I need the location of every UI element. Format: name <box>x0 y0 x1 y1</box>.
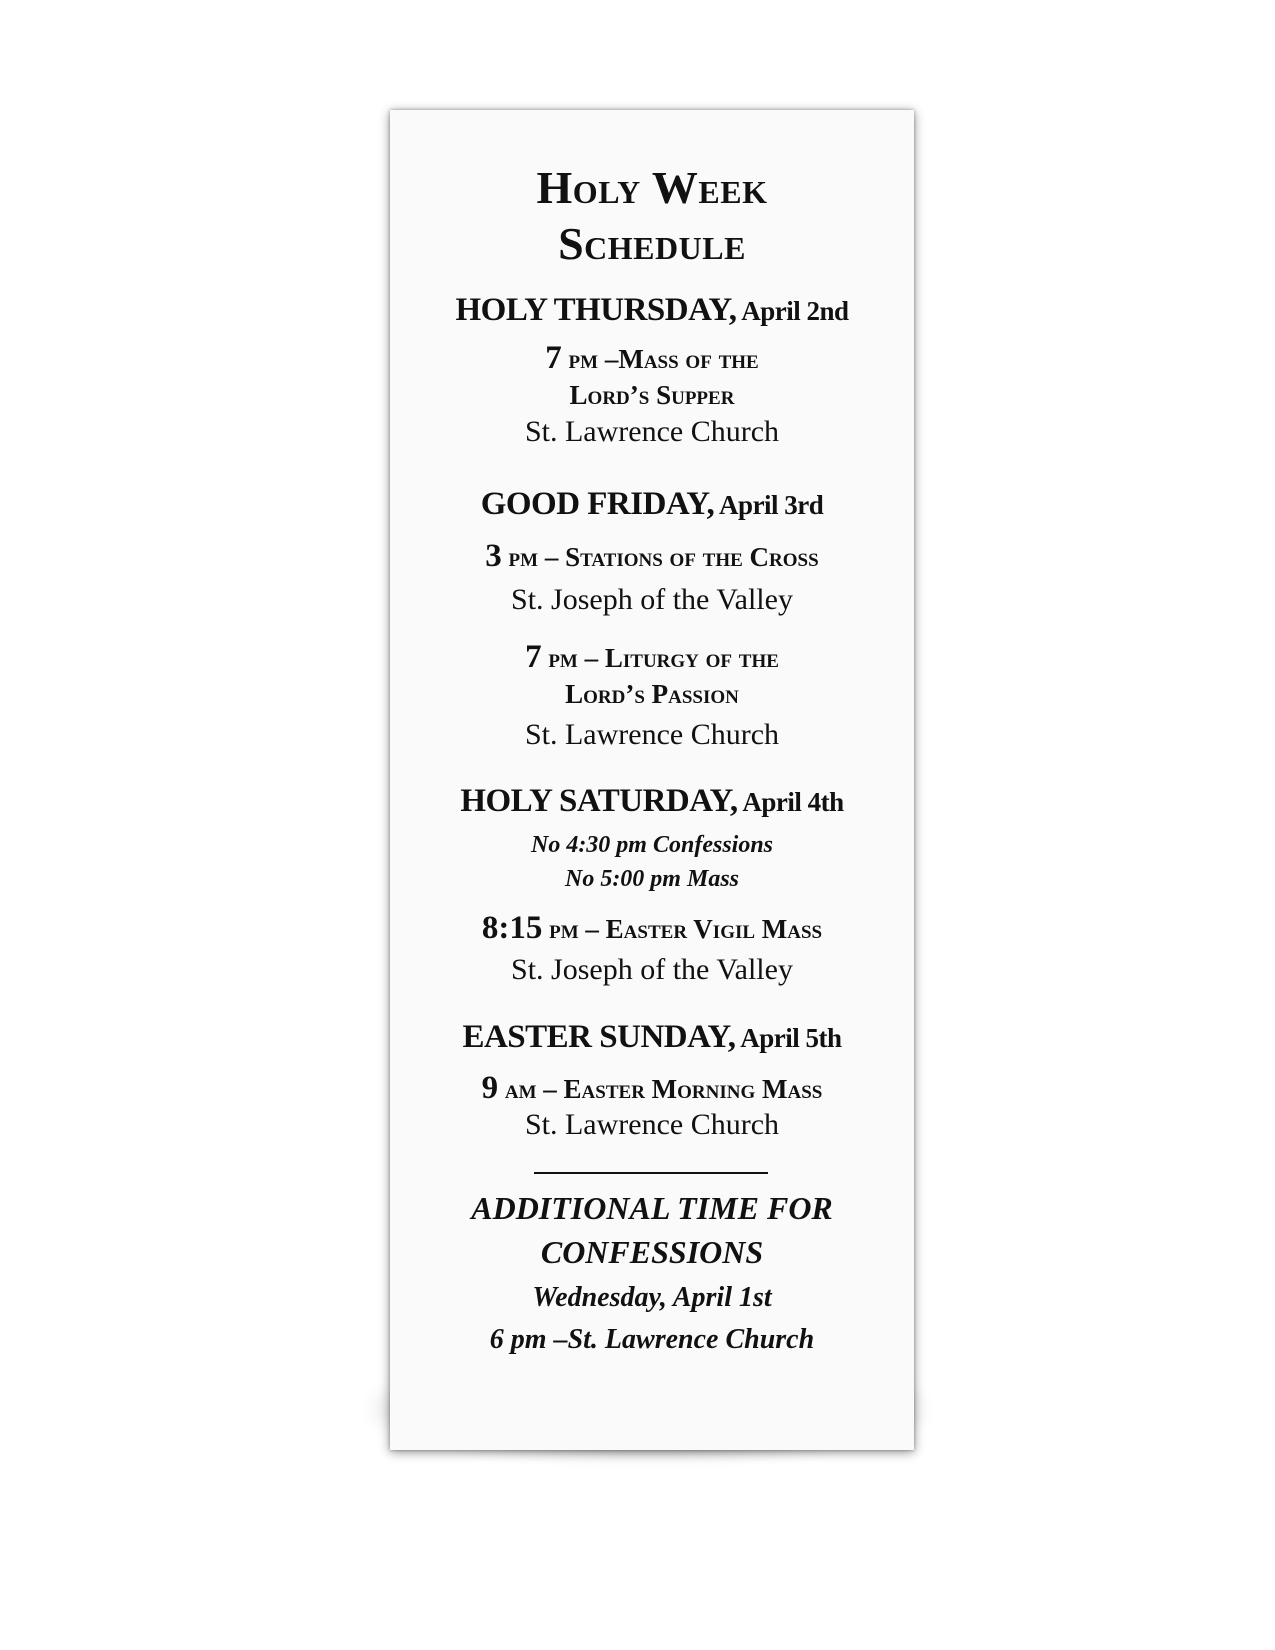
holy-week-schedule-card <box>390 110 914 1450</box>
additional-date: Wednesday, April 1st <box>532 1282 772 1313</box>
easter-sunday-date: April 5th <box>735 1023 842 1053</box>
holy-saturday-event <box>390 910 914 947</box>
section-divider <box>534 1172 768 1174</box>
event-time: 3 <box>485 538 502 574</box>
holy-saturday-heading <box>390 783 914 820</box>
holy-saturday-date: April 4th <box>737 787 844 817</box>
event-time-unit: pm <box>542 914 579 944</box>
title-line-2: Schedule <box>558 218 746 269</box>
event-name: Stations of the Cross <box>565 542 819 572</box>
holy-saturday-event-location: St. Joseph of the Valley <box>511 953 793 986</box>
event-time: 8:15 <box>481 910 543 946</box>
holy-thursday-day: HOLY THURSDAY, <box>455 292 737 328</box>
title-line-1: Holy Week <box>536 162 768 213</box>
event-separator: – <box>578 914 606 944</box>
good-friday-event-1 <box>390 538 914 575</box>
event-time: 7 <box>525 639 542 675</box>
good-friday-date: April 3rd <box>714 490 824 520</box>
easter-sunday-heading <box>390 1019 914 1056</box>
event-time-unit: pm <box>561 344 599 374</box>
easter-sunday-day: EASTER SUNDAY, <box>462 1019 736 1055</box>
good-friday-event-2-location: St. Lawrence Church <box>524 718 780 751</box>
event-time-unit: am <box>498 1074 537 1104</box>
holy-thursday-location: St. Lawrence Church <box>524 415 780 448</box>
easter-sunday-event <box>390 1070 914 1107</box>
holy-thursday-event <box>390 340 914 377</box>
event-time-unit: pm <box>541 643 578 673</box>
event-time-unit: pm <box>501 542 539 572</box>
holy-saturday-note-2: No 5:00 pm Mass <box>564 866 739 892</box>
event-name: Easter Vigil Mass <box>605 914 823 944</box>
event-separator: – <box>536 1074 564 1104</box>
good-friday-event-1-location: St. Joseph of the Valley <box>511 583 793 616</box>
event-separator: – <box>577 643 605 673</box>
good-friday-event-2-name-cont: Lord’s Passion <box>565 679 739 709</box>
holy-thursday-heading <box>390 292 914 329</box>
event-name: Liturgy of the <box>604 643 779 673</box>
holy-thursday-date: April 2nd <box>736 296 849 326</box>
event-name: Mass of the <box>618 344 759 374</box>
additional-heading-line-1: ADDITIONAL TIME FOR <box>471 1190 833 1226</box>
additional-heading-line-2: CONFESSIONS <box>540 1234 764 1270</box>
additional-detail: 6 pm –St. Lawrence Church <box>489 1324 815 1355</box>
event-time: 9 <box>481 1070 499 1106</box>
good-friday-event-2 <box>390 639 914 676</box>
holy-thursday-event-name-cont: Lord’s Supper <box>569 380 735 410</box>
good-friday-heading <box>390 486 914 523</box>
event-separator: – <box>598 344 619 374</box>
good-friday-day: GOOD FRIDAY, <box>480 486 715 522</box>
easter-sunday-event-location: St. Lawrence Church <box>524 1108 780 1141</box>
event-separator: – <box>538 542 566 572</box>
event-time: 7 <box>545 340 562 376</box>
holy-saturday-day: HOLY SATURDAY, <box>460 783 738 819</box>
event-name: Easter Morning Mass <box>563 1074 823 1104</box>
holy-saturday-note-1: No 4:30 pm Confessions <box>530 832 774 858</box>
